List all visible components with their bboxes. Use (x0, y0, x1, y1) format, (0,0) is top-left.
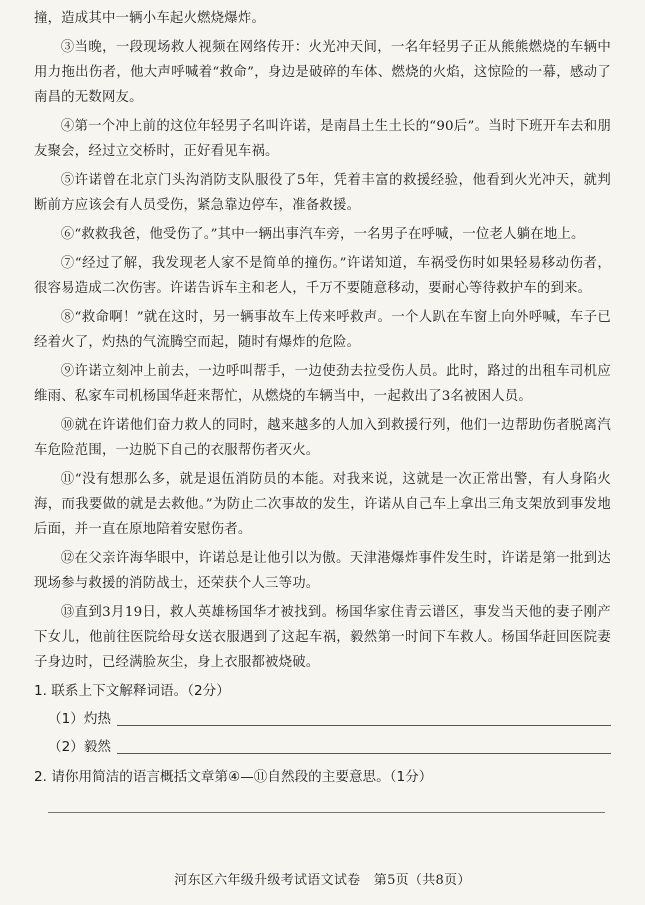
answer-line-3[interactable] (48, 811, 605, 813)
passage-paragraph: ④第一个冲上前的这位年轻男子名叫许诺，是南昌土生土长的“90后”。当时下班开车去和朋友聚会，经过立交桥时，正好看见车祸。 (34, 119, 611, 159)
passage-paragraph: ③当晚，一段现场救人视频在网络传开：火光冲天间，一名年轻男子正从熊熊燃烧的车辆中用力拖出伤者，他大声呼喊着“救命”，身边是破碎的车体、燃烧的火焰，这惊险的一幕，感动了南昌的无数网友。 (34, 40, 611, 105)
passage-paragraph: ⑨许诺立刻冲上前去，一边呼叫帮手，一边使劲去拉受伤人员。此时，路过的出租车司机应维雨、私家车司机杨国华赶来帮忙，从燃烧的车辆当中，一起救出了3名被困人员。 (34, 364, 611, 404)
answer-line-2[interactable] (117, 739, 611, 754)
reading-passage (34, 6, 611, 675)
page-footer: 河东区六年级升级考试语文试卷 第5页（共8页） (174, 873, 471, 888)
passage-paragraph: 撞，造成其中一辆小车起火燃烧爆炸。 (34, 11, 266, 26)
passage-paragraph: ⑥“救救我爸，他受伤了。”其中一辆出事汽车旁，一名男子在呼喊，一位老人躺在地上。 (60, 227, 585, 242)
question-1-part-2 (34, 735, 611, 759)
question-2: 2. 请你用简洁的语言概括文章第④—⑪自然段的主要意思。（1分） (34, 769, 433, 785)
question-1-part-1 (34, 707, 611, 731)
question-1-part-2-label: （2）毅然 (48, 739, 112, 755)
passage-paragraph: ⑤许诺曾在北京门头沟消防支队服役了5年，凭着丰富的救援经验，他看到火光冲天，就判断前方应该会有人员受伤，紧急靠边停车，准备救援。 (34, 173, 611, 213)
passage-paragraph: ⑪“没有想那么多，就是退伍消防员的本能。对我来说，这就是一次正常出警，有人身陷火海，而我要做的就是去救他。”为防止二次事故的发生，许诺从自己车上拿出三角支架放到事发地后面，并一直在原地陪着安慰伤者。 (34, 472, 611, 537)
questions-section (34, 679, 611, 813)
question-1-part-1-label: （1）灼热 (48, 711, 112, 727)
passage-paragraph: ⑧“救命啊！”就在这时，另一辆事故车上传来呼救声。一个人趴在车窗上向外呼喊，车子已经着火了，灼热的气流腾空而起，随时有爆炸的危险。 (34, 310, 611, 350)
passage-paragraph: ⑩就在许诺他们奋力救人的同时，越来越多的人加入到救援行列，他们一边帮助伤者脱离汽车危险范围，一边脱下自己的衣服帮伤者灭火。 (34, 418, 611, 458)
question-1: 1. 联系上下文解释词语。（2分） (34, 683, 230, 699)
passage-paragraph: ⑬直到3月19日，救人英雄杨国华才被找到。杨国华家住青云谱区，事发当天他的妻子刚产下女儿，他前往医院给母女送衣服遇到了这起车祸，毅然第一时间下车救人。杨国华赶回医院妻子身边时，已经满脸灰尘，身上衣服都被烧破。 (34, 605, 611, 670)
passage-paragraph: ⑦“经过了解，我发现老人家不是简单的撞伤。”许诺知道，车祸受伤时如果轻易移动伤者，很容易造成二次伤害。许诺告诉车主和老人，千万不要随意移动，要耐心等待救护车的到来。 (34, 256, 611, 296)
passage-paragraph: ⑫在父亲许海华眼中，许诺总是让他引以为傲。天津港爆炸事件发生时，许诺是第一批到达现场参与救援的消防战士，还荣获个人三等功。 (34, 551, 611, 591)
answer-line-1[interactable] (117, 711, 611, 726)
